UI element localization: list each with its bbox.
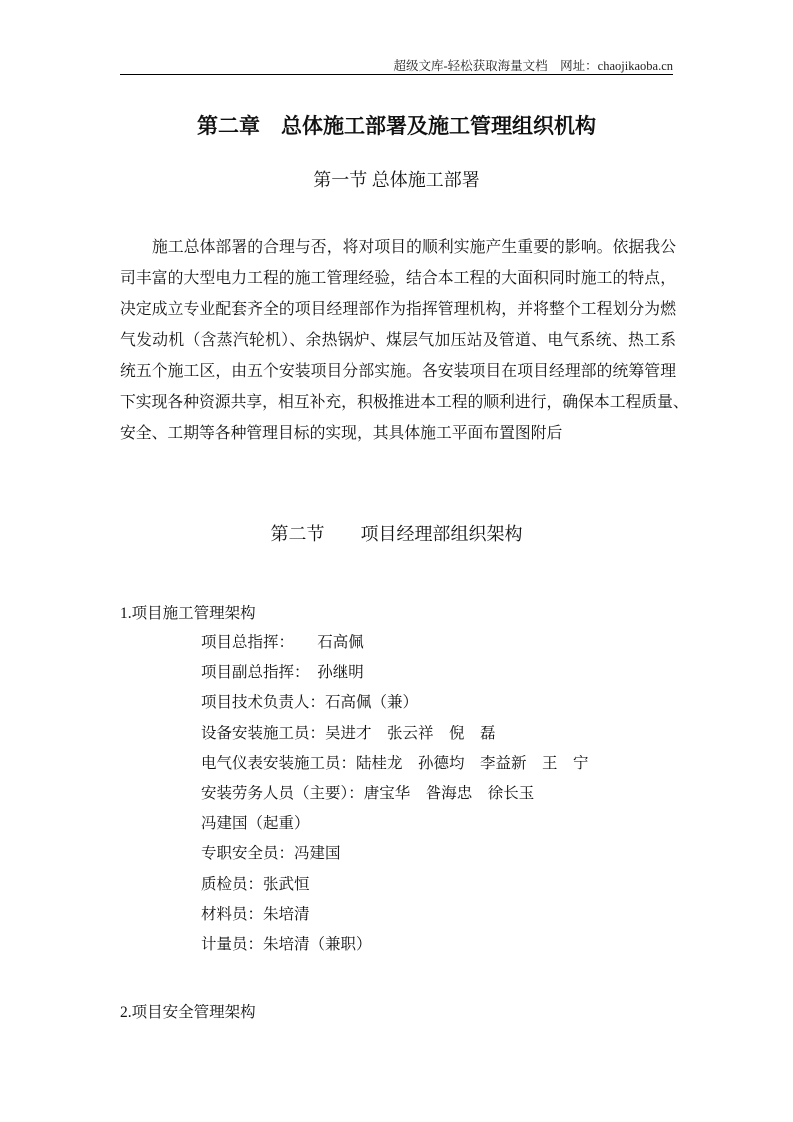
paragraph-line: 司丰富的大型电力工程的施工管理经验，结合本工程的大面积同时施工的特点， bbox=[120, 270, 676, 287]
list-item: 计量员：朱培清（兼职） bbox=[201, 936, 372, 954]
header-divider bbox=[120, 74, 673, 75]
paragraph-line: 安全、工期等各种管理目标的实现，其具体施工平面布置图附后 bbox=[120, 425, 563, 442]
list-item: 项目技术负责人：石高佩（兼） bbox=[201, 694, 419, 712]
paragraph-line: 统五个施工区，由五个安装项目分部实施。各安装项目在项目经理部的统筹管理 bbox=[120, 363, 676, 380]
paragraph-line: 下实现各种资源共享，相互补充，积极推进本工程的顺利进行，确保本工程质量、 bbox=[120, 394, 689, 411]
list-item: 材料员：朱培清 bbox=[201, 905, 310, 923]
subsection-heading-2: 2.项目安全管理架构 bbox=[120, 1004, 256, 1021]
list-item: 项目副总指挥： 孙继明 bbox=[201, 664, 364, 682]
staff-list bbox=[201, 628, 589, 960]
subsection-heading-1: 1.项目施工管理架构 bbox=[120, 605, 256, 622]
chapter-title: 第二章 总体施工部署及施工管理组织机构 bbox=[197, 115, 596, 138]
list-item: 电气仪表安装施工员：陆桂龙 孙德均 李益新 王 宁 bbox=[201, 754, 589, 772]
paragraph-line: 气发动机（含蒸汽轮机）、余热锅炉、煤层气加压站及管道、电气系统、热工系 bbox=[120, 332, 676, 349]
list-item: 项目总指挥： 石高佩 bbox=[201, 634, 364, 651]
list-item: 冯建国（起重） bbox=[201, 815, 310, 833]
section1-paragraph bbox=[120, 232, 689, 449]
paragraph-line: 施工总体部署的合理与否，将对项目的顺利实施产生重要的影响。依据我公 bbox=[152, 239, 676, 256]
section-title-1: 第一节 总体施工部署 bbox=[313, 170, 480, 190]
section-title-2: 第二节 项目经理部组织架构 bbox=[270, 524, 523, 544]
page-header: 超级文库-轻松获取海量文档 网址：chaojikaoba.cn bbox=[393, 59, 673, 73]
list-item: 设备安装施工员：吴进才 张云祥 倪 磊 bbox=[201, 724, 496, 742]
list-item: 质检员：张武恒 bbox=[201, 875, 310, 893]
paragraph-line: 决定成立专业配套齐全的项目经理部作为指挥管理机构，并将整个工程划分为燃 bbox=[120, 301, 676, 318]
list-item: 安装劳务人员（主要）：唐宝华 昝海忠 徐长玉 bbox=[201, 785, 535, 803]
list-item: 专职安全员：冯建国 bbox=[201, 845, 341, 863]
